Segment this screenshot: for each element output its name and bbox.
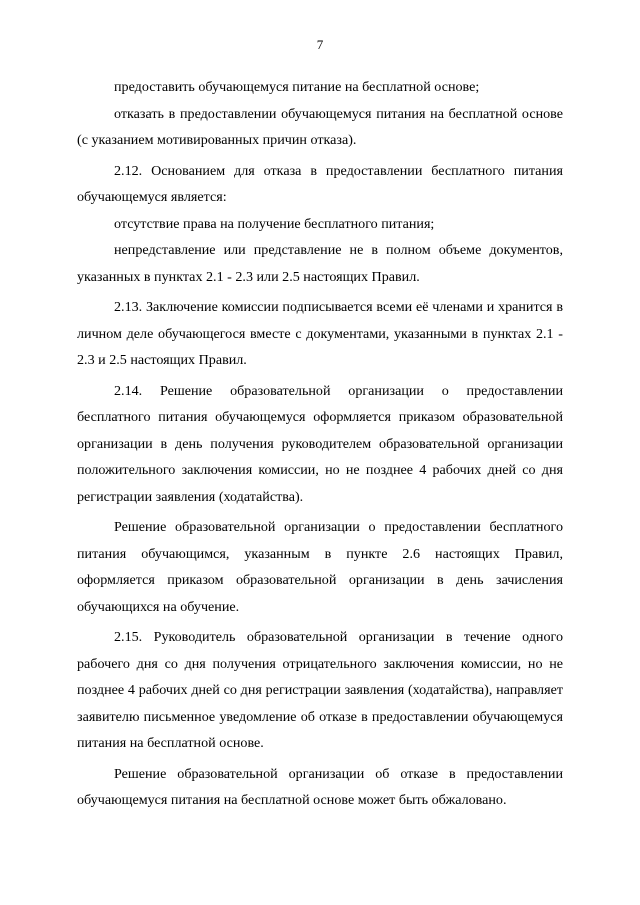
paragraph-provide-meals: предоставить обучающемуся питание на бесплатной основе; — [114, 79, 480, 95]
document-body — [77, 74, 563, 814]
paragraph-2-13: 2.13. Заключение комиссии подписывается всеми её членами и хранится в личном деле обучающегося вместе с документами, указанными в пунктах 2.1 - 2.3 и 2.5 настоящих Правил. — [77, 299, 563, 368]
paragraph-2-14: 2.14. Решение образовательной организации о предоставлении бесплатного питания обучающемуся оформляется приказом образовательной организации в день получения руководителем образовательной организации положительного заключения комиссии, но не позднее 4 рабочих дней со дня регистрации заявления (ходатайства). — [77, 382, 563, 505]
paragraph-2-15: 2.15. Руководитель образовательной организации в течение одного рабочего дня со дня получения отрицательного заключения комиссии, но не позднее 4 рабочих дней со дня регистрации заявления (ходатайства), направляет заявителю письменное уведомление об отказе в предоставлении обучающемуся питания на бесплатной основе. — [77, 629, 563, 751]
paragraph-decision-order: Решение образовательной организации о предоставлении бесплатного питания обучающимся, указанным в пункте 2.6 настоящих Правил, оформляется приказом образовательной организации в день зачисления обучающихся на обучение. — [77, 519, 563, 615]
paragraph-refuse-meals: отказать в предоставлении обучающемуся питания на бесплатной основе (с указанием мотивированных причин отказа). — [77, 105, 563, 148]
paragraph-missing-documents: непредставление или представление не в полном объеме документов, указанных в пунктах 2.1 - 2.3 или 2.5 настоящих Правил. — [77, 242, 563, 285]
paragraph-2-12: 2.12. Основанием для отказа в предоставлении бесплатного питания обучающемуся является: — [77, 162, 563, 205]
page-number: 7 — [316, 37, 324, 52]
paragraph-appeal: Решение образовательной организации об отказе в предоставлении обучающемуся питания на бесплатной основе может быть обжаловано. — [77, 765, 563, 808]
paragraph-no-right: отсутствие права на получение бесплатного питания; — [114, 215, 435, 232]
